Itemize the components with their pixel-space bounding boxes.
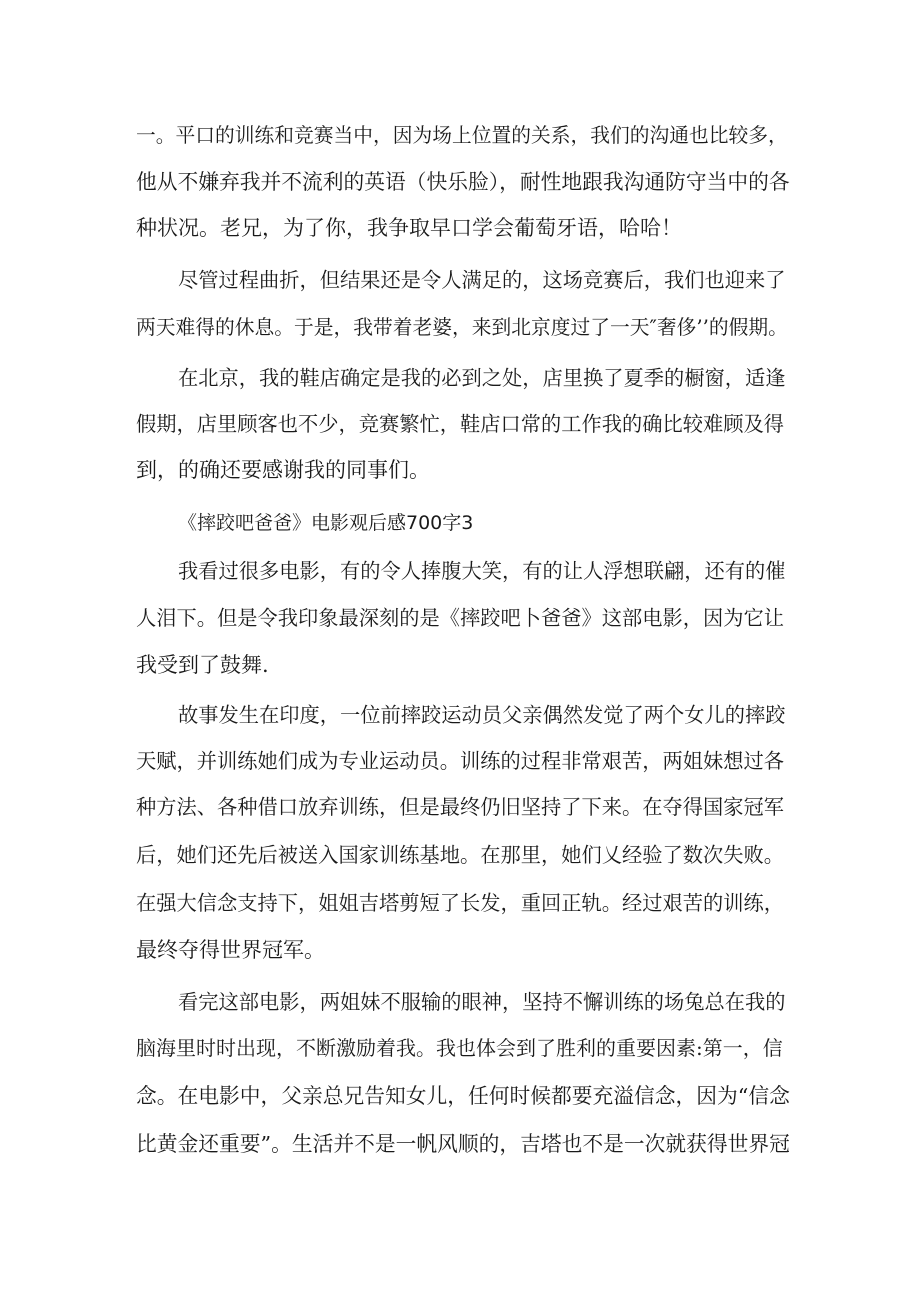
text-line: 我受到了鼓舞. <box>136 653 269 677</box>
text-line: 后，她们还先后被送入国家训练基地。在那里，她们乂经验了数次失败。 <box>136 843 785 867</box>
text-line: 人泪下。但是令我印象最深刻的是《摔跤吧卜爸爸》这部电影，因为它让 <box>136 606 785 630</box>
text-line: 假期，店里顾客也不少，竞赛繁忙，鞋店口常的工作我的确比较难顾及得 <box>136 412 785 436</box>
text-line: 在北京，我的鞋店确定是我的必到之处，店里换了夏季的橱窗，适逢 <box>178 366 786 390</box>
text-line: 故事发生在印度，一位前摔跤运动员父亲偶然发觉了两个女儿的摔跤 <box>178 703 786 727</box>
text-line: 最终夺得世界冠军。 <box>136 938 325 962</box>
text-line: 尽管过程曲折，但结果还是令人满足的，这场竞赛后，我们也迎来了 <box>178 268 786 292</box>
text-line: 在强大信念支持下，姐姐吉塔剪短了长发，重回正轨。经过艰苦的训练， <box>136 891 785 915</box>
text-line: 看完这部电影，两姐妹不服输的眼神，坚持不懈训练的场兔总在我的 <box>178 990 786 1014</box>
text-line: 比黄金还重要”。生活并不是一帆风顺的，吉塔也不是一次就获得世界冠 <box>136 1132 790 1156</box>
text-line: 天赋，并训练她们成为专业运动员。训练的过程非常艰苦，两姐妹想过各 <box>136 749 785 773</box>
section-heading: 《摔跤吧爸爸》电影观后感700字3 <box>178 512 474 534</box>
text-line: 脑海里时时出现，不断激励着我。我也体会到了胜利的重要因素:第一，信 <box>136 1036 783 1060</box>
text-line: 种状况。老兄，为了你，我争取早口学会葡萄牙语，哈哈！ <box>136 216 682 240</box>
text-line: 一。平口的训练和竞赛当中，因为场上位置的关系，我们的沟通也比较多， <box>136 124 788 147</box>
text-line: 他从不嫌弃我并不流利的英语（快乐脸），耐性地跟我沟通防守当中的各 <box>136 170 790 194</box>
text-line: 种方法、各种借口放弃训练，但是最终仍旧坚持了下来。在夺得国家冠军 <box>136 795 785 819</box>
text-line: 到，的确还要感谢我的同事们。 <box>136 458 430 482</box>
text-line: 我看过很多电影，有的令人捧腹大笑，有的让人浮想联翩，还有的催 <box>178 559 786 583</box>
text-line: 念。在电影中，父亲总兄告知女儿，任何时候都要充溢信念，因为“信念 <box>136 1084 790 1108</box>
text-line: 两天难得的休息。于是，我带着老婆，来到北京度过了一天″奢侈’’的假期。 <box>136 316 788 339</box>
